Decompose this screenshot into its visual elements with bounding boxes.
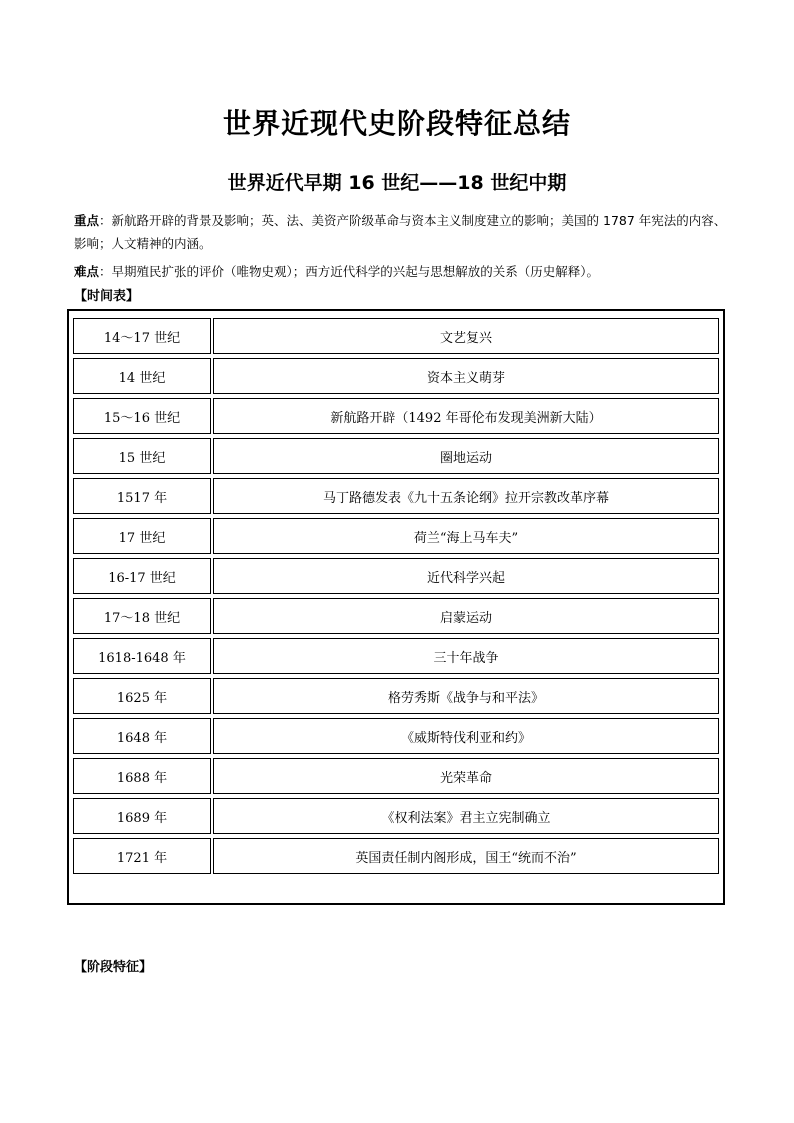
table-row (73, 398, 719, 434)
time-cell: 14 世纪 (73, 358, 211, 394)
timeline-label: 【时间表】 (74, 289, 140, 304)
event-cell: 三十年战争 (213, 638, 719, 674)
event-cell: 《权利法案》君主立宪制确立 (213, 798, 719, 834)
event-cell: 启蒙运动 (213, 598, 719, 634)
table-row (73, 358, 719, 394)
event-cell: 近代科学兴起 (213, 558, 719, 594)
event-cell: 马丁路德发表《九十五条论纲》拉开宗教改革序幕 (213, 478, 719, 514)
key-points-text: ：新航路开辟的背景及影响；英、法、美资产阶级革命与资本主义制度建立的影响；美国的 1787 年宪法的内容、影响；人文精神的内涵。 (74, 213, 727, 251)
stage-features-label: 【阶段特征】 (74, 960, 153, 975)
difficult-points-paragraph (74, 260, 730, 283)
event-cell: 光荣革命 (213, 758, 719, 794)
event-cell: 荷兰“海上马车夫” (213, 518, 719, 554)
table-row (73, 678, 719, 714)
difficult-points-text: ：早期殖民扩张的评价（唯物史观）；西方近代科学的兴起与思想解放的关系（历史解释）。 (99, 264, 600, 279)
event-cell: 新航路开辟（1492 年哥伦布发现美洲新大陆） (213, 398, 719, 434)
timeline-table-frame (67, 309, 725, 905)
event-cell: 英国责任制内阁形成，国王“统而不治” (213, 838, 719, 874)
table-row (73, 838, 719, 874)
table-row (73, 718, 719, 754)
event-cell: 圈地运动 (213, 438, 719, 474)
timeline-table (71, 314, 721, 878)
time-cell: 1721 年 (73, 838, 211, 874)
page-title: 世界近现代史阶段特征总结 (222, 107, 571, 140)
table-row (73, 598, 719, 634)
difficult-points-label: 难点 (74, 264, 100, 279)
event-cell: 资本主义萌芽 (213, 358, 719, 394)
time-cell: 1648 年 (73, 718, 211, 754)
table-row (73, 758, 719, 794)
table-row (73, 638, 719, 674)
table-row (73, 478, 719, 514)
time-cell: 16-17 世纪 (73, 558, 211, 594)
table-row (73, 318, 719, 354)
time-cell: 1625 年 (73, 678, 211, 714)
event-cell: 《威斯特伐利亚和约》 (213, 718, 719, 754)
key-points-paragraph (74, 209, 730, 255)
time-cell: 1517 年 (73, 478, 211, 514)
time-cell: 1688 年 (73, 758, 211, 794)
time-cell: 17 世纪 (73, 518, 211, 554)
table-row (73, 438, 719, 474)
key-points-label: 重点 (74, 213, 100, 228)
time-cell: 17～18 世纪 (73, 598, 211, 634)
event-cell: 格劳秀斯《战争与和平法》 (213, 678, 719, 714)
time-cell: 14～17 世纪 (73, 318, 211, 354)
table-row (73, 558, 719, 594)
time-cell: 1618-1648 年 (73, 638, 211, 674)
time-cell: 15 世纪 (73, 438, 211, 474)
time-cell: 1689 年 (73, 798, 211, 834)
time-cell: 15～16 世纪 (73, 398, 211, 434)
table-row (73, 798, 719, 834)
event-cell: 文艺复兴 (213, 318, 719, 354)
section-subtitle: 世界近代早期 16 世纪——18 世纪中期 (227, 172, 567, 194)
table-row (73, 518, 719, 554)
